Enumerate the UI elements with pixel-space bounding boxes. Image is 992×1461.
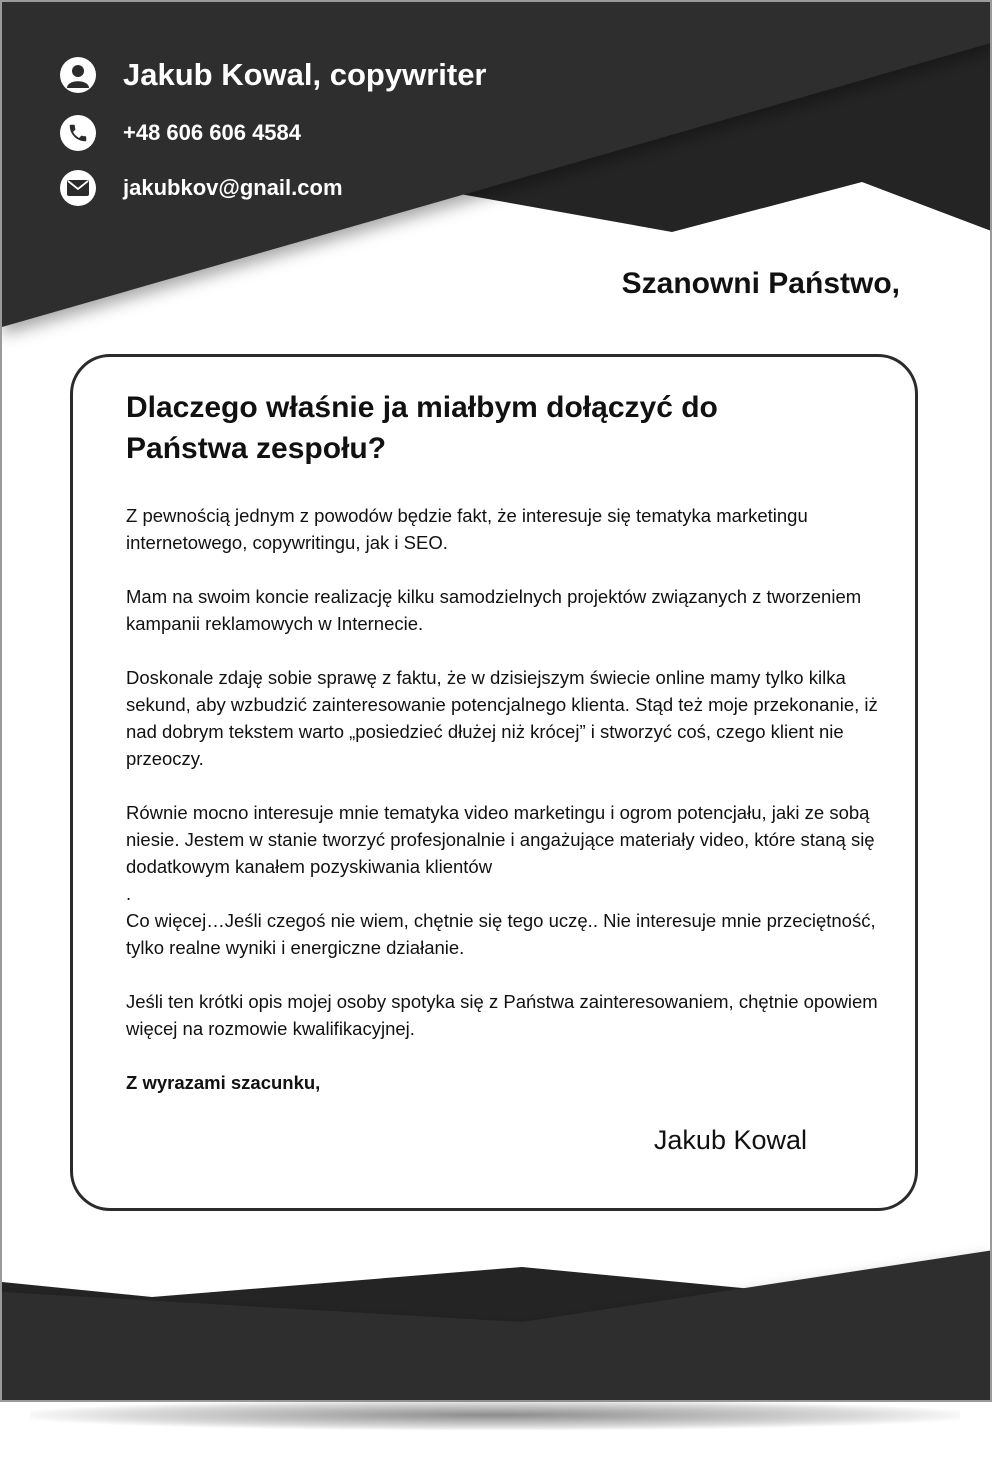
mail-icon [60,170,96,206]
phone-icon [60,115,96,151]
paragraph: Doskonale zdaję sobie sprawę z faktu, że w dzisiejszym świecie online mamy tylko kilka sekund, aby wzbudzić zainteresowanie potencjalnego klienta. Stąd też moje przekonanie, iż nad dobrym tekstem warto „posiedzieć dłużej niż krócej” i stworzyć coś, czego klient nie przeoczy. [126,667,878,769]
paragraph-dot: . [126,883,132,904]
contact-phone [60,115,301,151]
paragraph: Co więcej…Jeśli czegoś nie wiem, chętnie się tego uczę.. Nie interesuje mnie przeciętność, tylko realne wyniki i energiczne działanie. [126,910,876,958]
letter-heading: Dlaczego właśnie ja miałbym dołączyć do Państwa zespołu? [126,391,718,465]
paragraph: Równie mocno interesuje mnie tematyka video marketingu i ogrom potencjału, jaki ze sobą niesie. Jestem w stanie tworzyć profesjonalnie i angażujące materiały video, które staną się dodatkowym kanałem pozyskiwania klientów [126,802,875,877]
contact-name [60,57,487,93]
contact-email-text: jakubkov@gnail.com [123,175,343,200]
page-shadow [30,1400,960,1430]
letter-body [126,502,886,1123]
greeting: Szanowni Państwo, [621,267,900,300]
letter-card [70,354,918,1211]
contact-email [60,170,343,206]
closing: Z wyrazami szacunku, [126,1072,321,1093]
paragraph: Jeśli ten krótki opis mojej osoby spotyka się z Państwa zainteresowaniem, chętnie opowiem więcej na rozmowie kwalifikacyjnej. [126,991,878,1039]
paragraph: Z pewnością jednym z powodów będzie fakt, że interesuje się tematyka marketingu internetowego, copywritingu, jak i SEO. [126,505,808,553]
signature: Jakub Kowal [653,1125,807,1155]
paragraph: Mam na swoim koncie realizację kilku samodzielnych projektów związanych z tworzeniem kampanii reklamowych w Internecie. [126,586,862,634]
contact-name-text: Jakub Kowal, copywriter [123,57,487,92]
contact-phone-text: +48 606 606 4584 [123,120,302,145]
person-icon [60,57,96,93]
